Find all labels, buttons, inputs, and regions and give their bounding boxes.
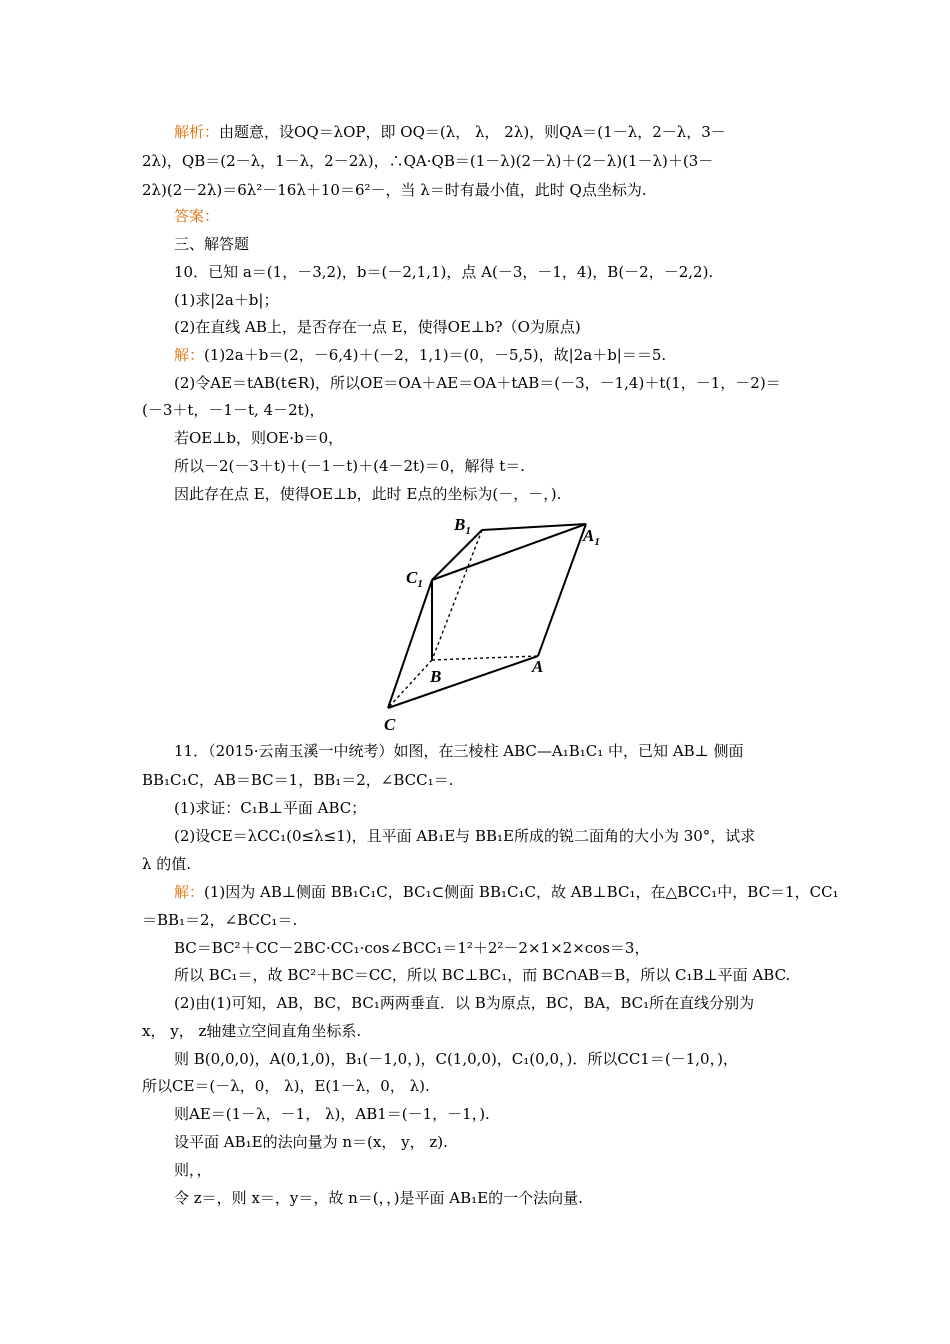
- edge-b1-b: [432, 530, 482, 660]
- text-line: ＝BB₁＝2，∠BCC₁＝.: [142, 911, 298, 929]
- text-line: BB₁C₁C，AB＝BC＝1，BB₁＝2，∠BCC₁＝.: [142, 771, 454, 789]
- solution-line: 解：(1)因为 AB⊥侧面 BB₁C₁C，BC₁⊂侧面 BB₁C₁C，故 AB⊥BC₁，在△BCC₁中，BC＝1，CC₁: [174, 883, 839, 901]
- text-line: 所以－2(－3＋t)＋(－1－t)＋(4－2t)＝0，解得 t＝.: [174, 457, 526, 475]
- text-line: 因此存在点 E，使得OE⊥b，此时 E点的坐标为(－，－，).: [174, 485, 562, 503]
- text-line: 2λ)(2－2λ)＝6λ²－16λ＋10＝6²－，当 λ＝时有最小值，此时 Q点坐标为.: [142, 181, 647, 199]
- text-line: 设平面 AB₁E的法向量为 n＝(x， y， z).: [174, 1133, 448, 1151]
- text-line: (1)求证：C₁B⊥平面 ABC；: [174, 799, 367, 817]
- text-line: 则 B(0,0,0)，A(0,1,0)，B₁(－1,0，)，C(1,0,0)，C₁(0,0，)．所以CC1＝(－1,0，)，: [174, 1050, 738, 1068]
- text-line: (2)由(1)可知，AB，BC，BC₁两两垂直．以 B为原点，BC，BA，BC₁所在直线分别为: [174, 994, 755, 1012]
- text-line: 若OE⊥b，则OE·b＝0，: [174, 429, 344, 447]
- text-line: 所以 BC₁＝，故 BC²＋BC＝CC，所以 BC⊥BC₁，而 BC∩AB＝B，所以 C₁B⊥平面 ABC.: [174, 966, 791, 984]
- prism-figure: [370, 510, 610, 740]
- text-line: 2λ)，QB＝(2－λ，1－λ，2－2λ)，∴QA·QB＝(1－λ)(2－λ)＋(2－λ)(1－λ)＋(3－: [142, 152, 714, 170]
- label-a1: $A_1$: [583, 526, 600, 548]
- label-c: C: [384, 715, 396, 734]
- label-c1: $C_1$: [406, 568, 423, 590]
- question-10: 10．已知 a＝(1，－3,2)，b＝(－2,1,1)，点 A(－3，－1，4)，B(－2，－2,2).: [174, 263, 714, 281]
- edge-a1-a: [538, 524, 586, 656]
- solution-line: 解：(1)2a＋b＝(2，－6,4)＋(－2，1,1)＝(0，－5,5)，故|2a＋b|＝＝5.: [174, 346, 667, 364]
- text-line: 则AE＝(1－λ，－1， λ)，AB1＝(－1，－1，).: [174, 1105, 490, 1123]
- text-line: (2)在直线 AB上，是否存在一点 E，使得OE⊥b?（O为原点): [174, 318, 581, 336]
- question-11: 11．（2015·云南玉溪一中统考）如图，在三棱柱 ABC—A₁B₁C₁ 中，已知 AB⊥ 侧面: [174, 742, 744, 760]
- edge-c-a: [388, 656, 538, 708]
- text-line: 则，，: [174, 1161, 212, 1179]
- edge-b-a: [432, 656, 538, 660]
- text-line: (2)令AE＝tAB(t∈R)，所以OE＝OA＋AE＝OA＋tAB＝(－3，－1,4)＋t(1，－1，－2)＝: [174, 374, 781, 392]
- text-line: x， y， z轴建立空间直角坐标系.: [142, 1022, 362, 1040]
- section-heading: 三、解答题: [174, 235, 250, 253]
- label-b1: $B_1$: [454, 515, 471, 537]
- label-b: B: [430, 667, 442, 686]
- text-line: BC＝BC²＋CC－2BC·CC₁·cos∠BCC₁＝1²＋2²－2×1×2×cos＝3，: [174, 939, 650, 957]
- text-line: 解析：由题意，设OQ＝λOP，即 OQ＝(λ， λ， 2λ)，则QA＝(1－λ，2－λ，3－: [174, 123, 726, 141]
- edge-c1-b1: [432, 530, 482, 580]
- edge-c1-c: [388, 580, 432, 708]
- text-line: (－3＋t，－1－t, 4－2t)，: [142, 401, 325, 419]
- text-line: 令 z＝，则 x＝，y＝，故 n＝(，，)是平面 AB₁E的一个法向量.: [174, 1189, 583, 1207]
- text-line: (1)求|2a＋b|；: [174, 291, 279, 309]
- label-a: A: [532, 657, 544, 676]
- text-line: λ 的值.: [142, 855, 192, 873]
- text-line: (2)设CE＝λCC₁(0≤λ≤1)，且平面 AB₁E与 BB₁E所成的锐二面角的大小为 30°，试求: [174, 827, 756, 845]
- text-line: 所以CE＝(－λ，0， λ)，E(1－λ，0， λ).: [142, 1077, 430, 1095]
- prism-solid-edges: [388, 524, 586, 708]
- answer-label: 答案：: [174, 207, 220, 225]
